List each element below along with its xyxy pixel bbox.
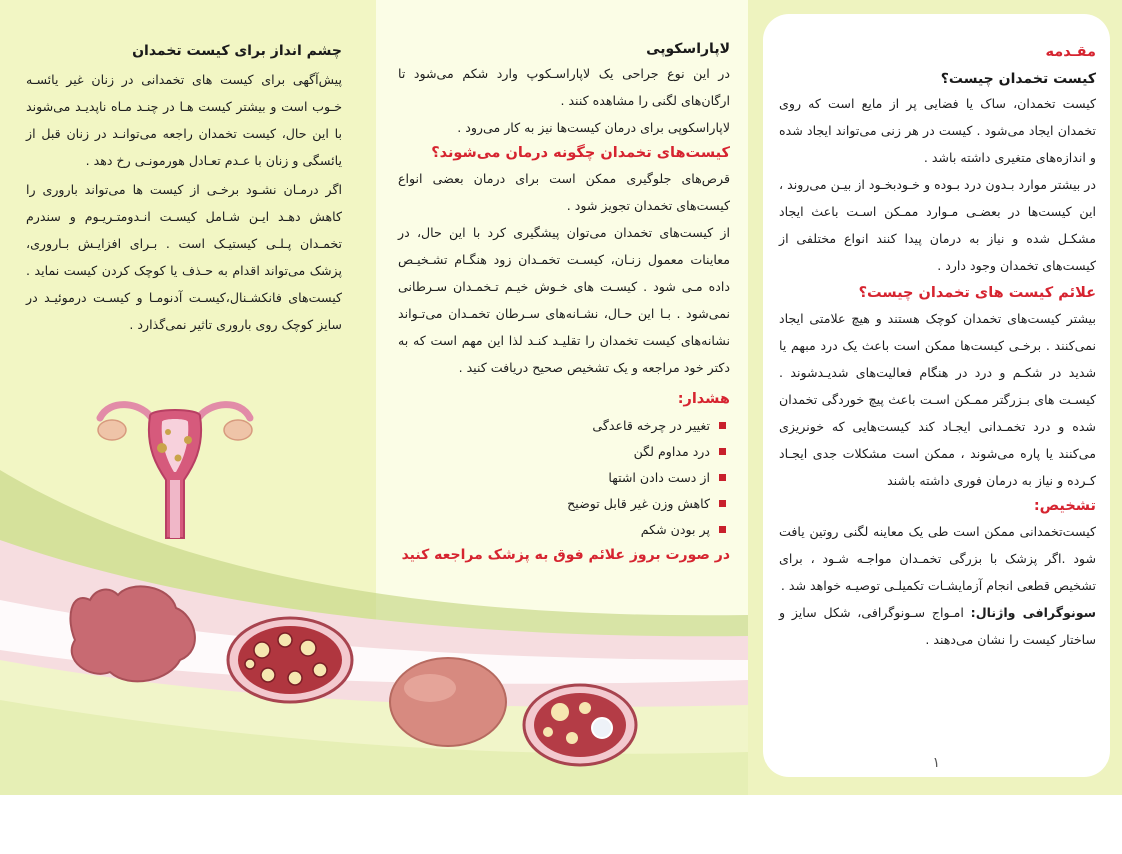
laparoscopy-paragraph-2: لاپاراسکوپی برای درمان کیست‌ها نیز به کار می‌رود . (457, 120, 730, 135)
symptoms-heading: علائم کیست های تخمدان چیست؟ (858, 285, 1096, 301)
intro-card (763, 14, 1110, 777)
what-is-heading: کیست تخمدان چیست؟ (940, 71, 1096, 87)
panel-introduction (748, 0, 1122, 795)
bottom-margin (0, 795, 1122, 854)
treatment-heading: کیست‌های تخمدان چگونه درمان می‌شوند؟ (431, 145, 730, 161)
list-item: کاهش وزن غیر قابل توضیح (398, 491, 726, 517)
list-item: پر بودن شکم (398, 517, 726, 543)
treatment-paragraph-1: قرص‌های جلوگیری ممکن است برای درمان بعضی انواع کیست‌های تخمدان تجویز شود . (398, 171, 730, 213)
sonography-paragraph (779, 599, 1096, 653)
treatment-paragraph-2: از کیست‌های تخمدان می‌توان پیشگیری کرد با این حال، در معاینات معمول زنـان، کیسـت تخمـدان زود هنگـام تشـخیـص داده مـی شود . کیسـت های خـوش خیـم تـخمـدان سـرطانی نمی‌شود . بـا این حـال، نشـانه‌های سـرطان تخمـدان می‌تـواند نشانه‌های کیست تخمدان را تقلیـد کنـد لذا این مهم است که به دکتر خود مراجعه و یک تشخیص صحیح دریافت کنید . (398, 225, 730, 375)
what-is-paragraph-1: کیست تخمدان، ساک یا فضایی پر از مایع است که روی تخمدان ایجاد می‌شود . کیست در هر زنی می‌تواند ایجاد شده و اندازه‌های متغیری داشته باشد . (779, 96, 1096, 165)
polycystic-ovary-icon (228, 618, 352, 702)
warning-footer: در صورت بروز علائم فوق به پزشک مراجعه کنید (401, 547, 730, 563)
diagnosis-paragraph: کیست‌تخمدانی ممکن است طی یک معاینه لگنی روتین یافت شود .اگر پزشک با بزرگی تخمـدان مواجـه شـود ، برای تشخیص قطعی انجام آزمایشـات تکمیلـی توصیـه خواهد شد . (779, 524, 1096, 593)
laparoscopy-heading: لاپاراسکوپی (646, 41, 730, 57)
warning-heading: هشدار: (677, 391, 730, 407)
list-item: از دست دادن اشتها (398, 465, 726, 491)
laparoscopy-paragraph-1: در این نوع جراحی یک لاپاراسـکوپ وارد شکم می‌شود تا ارگان‌های لگنی را مشاهده کنند . (398, 66, 730, 108)
sonography-label: سونوگرافی واژنال: (970, 605, 1096, 620)
list-item: تغییر در چرخه قاعدگی (398, 413, 726, 439)
cyst-smooth-icon (390, 658, 506, 746)
diagnosis-heading: تشخیص: (1033, 498, 1096, 514)
what-is-paragraph-2: در بیشتر موارد بـدون درد بـوده و خـودبخـود از بیـن می‌روند ، این کیست‌ها در بعضـی مـوارد ممـکن اسـت باعث ایجاد مشکـل شده و نیاز به درمان پیدا کنند انواع مختلفی از کیست‌های تخمدان وجود دارد . (779, 177, 1096, 273)
outlook-heading: چشم انداز برای کیست تخمدان (132, 43, 342, 59)
outlook-paragraph-2: اگر درمـان نشـود برخـی از کیست ها می‌تواند باروری را کاهش دهـد ایـن شـامل کیسـت انـدومتـریـوم و سندرم تخمـدان پـلـی کیستیـک است . بـرای افزایـش بـاروری، پزشک می‌تواند اقدام به حـذف یا کوچک کردن کیست نماید . کیست‌های فانکشـنال،کیسـت آدنومـا و کیسـت درموئیـد در سایز کوچک روی باروری تاثیر نمی‌گذارد . (26, 182, 342, 332)
outlook-paragraph-1: پیش‌آگهی برای کیست های تخمدانی در زنان غیر یائسـه خـوب است و بیشتر کیست هـا در چنـد مـاه ناپدیـد می‌شوند با این حال، کیست تخمدان راجعه می‌توانـد در زنان قبل از یائسگی و زنان با عـدم تعـادل هورمونـی رخ دهد . (26, 72, 342, 168)
intro-heading: مقـدمه (1045, 44, 1096, 60)
ovary-follicles-icon (524, 685, 636, 765)
list-item: درد مداوم لگن (398, 439, 726, 465)
symptoms-paragraph: بیشتر کیست‌های تخمدان کوچک هستند و هیچ علامتی ایجاد نمی‌کنند . برخـی کیست‌ها ممکن است باعث یک درد مبهم یا شدید در شکـم و درد در هنگام فعالیت‌های شدیـدشوند . کیسـت های بـزرگتر ممـکن اسـت باعث پیچ خوردگی تخمدان شده و درد تخمـدانی ایجـاد کند کیست‌هایی که خونریزی می‌کنند یا پاره می‌شوند ، ممکن است مشکلات جدی ایجـاد کـرده و نیاز به درمان فوری داشته باشند (779, 311, 1096, 488)
page-number-1: ۱ (932, 755, 940, 771)
sonography-text: امـواج سـونوگرافی، شکل سایز و ساختار کیست را نشان می‌دهند . (779, 605, 1096, 647)
